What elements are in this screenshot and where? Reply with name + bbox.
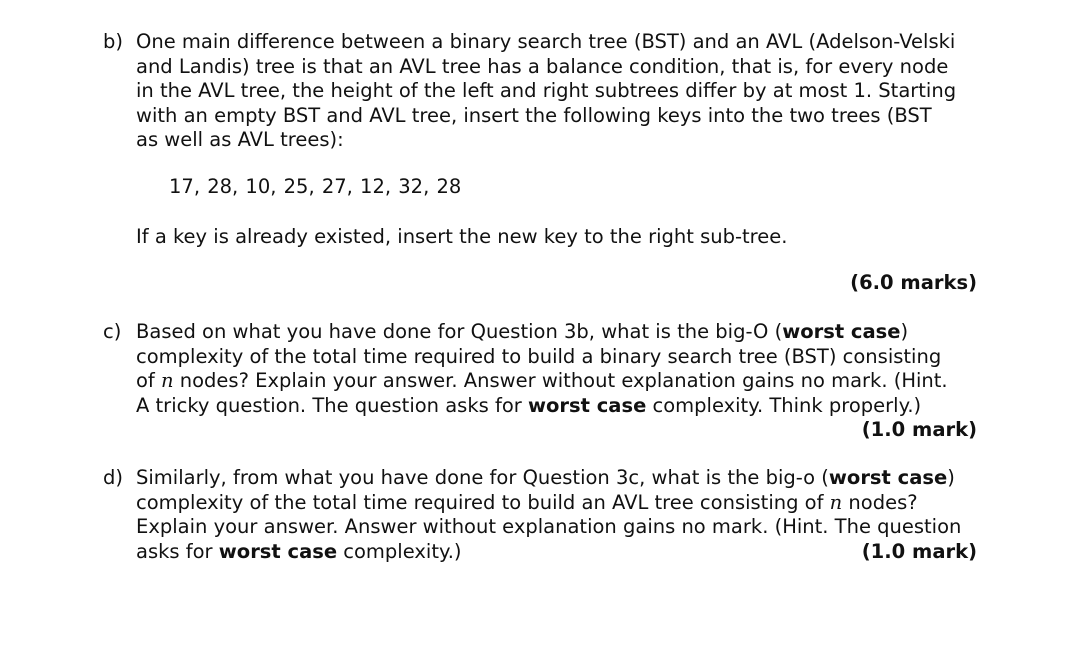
worst-case-emphasis: worst case [528, 393, 647, 417]
question-b-line: One main difference between a binary search tree (BST) and an AVL (Adelson-Velski [136, 30, 956, 53]
worst-case-emphasis: worst case [218, 539, 338, 563]
question-c-line: Based on what you have done for Question 3b, what is the big-O (worst case) [136, 320, 909, 343]
question-b-marks: (6.0 marks) [850, 271, 977, 294]
question-c-line: of n nodes? Explain your answer. Answer without explanation gains no mark. (Hint. [136, 369, 948, 392]
worst-case-emphasis: worst case [828, 466, 948, 489]
insertion-keys: 17, 28, 10, 25, 27, 12, 32, 28 [169, 175, 462, 198]
worst-case-emphasis: worst case [782, 320, 901, 343]
question-d-line: Similarly, from what you have done for Question 3c, what is the big-o (worst case) [136, 466, 955, 489]
question-d-letter: d) [103, 466, 123, 489]
question-d-marks: (1.0 mark) [861, 539, 977, 563]
question-d-text [136, 466, 977, 564]
question-b-letter: b) [103, 30, 123, 53]
duplicate-key-note: If a key is already existed, insert the new key to the right sub-tree. [136, 225, 788, 248]
question-b-line: with an empty BST and AVL tree, insert the following keys into the two trees (BST [136, 103, 932, 127]
question-d-last-line: asks for worst case complexity.) (1.0 mark) [136, 539, 977, 563]
question-c-marks: (1.0 mark) [861, 418, 977, 441]
variable-n: n [161, 369, 174, 392]
question-b-line: and Landis) tree is that an AVL tree has a balance condition, that is, for every node [136, 54, 949, 78]
question-b-line: as well as AVL trees): [136, 128, 344, 151]
variable-n: n [829, 490, 843, 514]
question-c-line: complexity of the total time required to build a binary search tree (BST) consisting [136, 344, 942, 368]
question-c-text [136, 320, 977, 418]
question-c-line: A tricky question. The question asks for worst case complexity. Think properly.) [136, 393, 922, 417]
question-d-line: Explain your answer. Answer without explanation gains no mark. (Hint. The question [136, 515, 962, 538]
question-d-line: complexity of the total time required to build an AVL tree consisting of n nodes? [136, 490, 918, 514]
question-b-line: in the AVL tree, the height of the left and right subtrees differ by at most 1. Starting [136, 79, 957, 102]
question-b-text [136, 30, 977, 153]
question-c-letter: c) [103, 320, 122, 343]
